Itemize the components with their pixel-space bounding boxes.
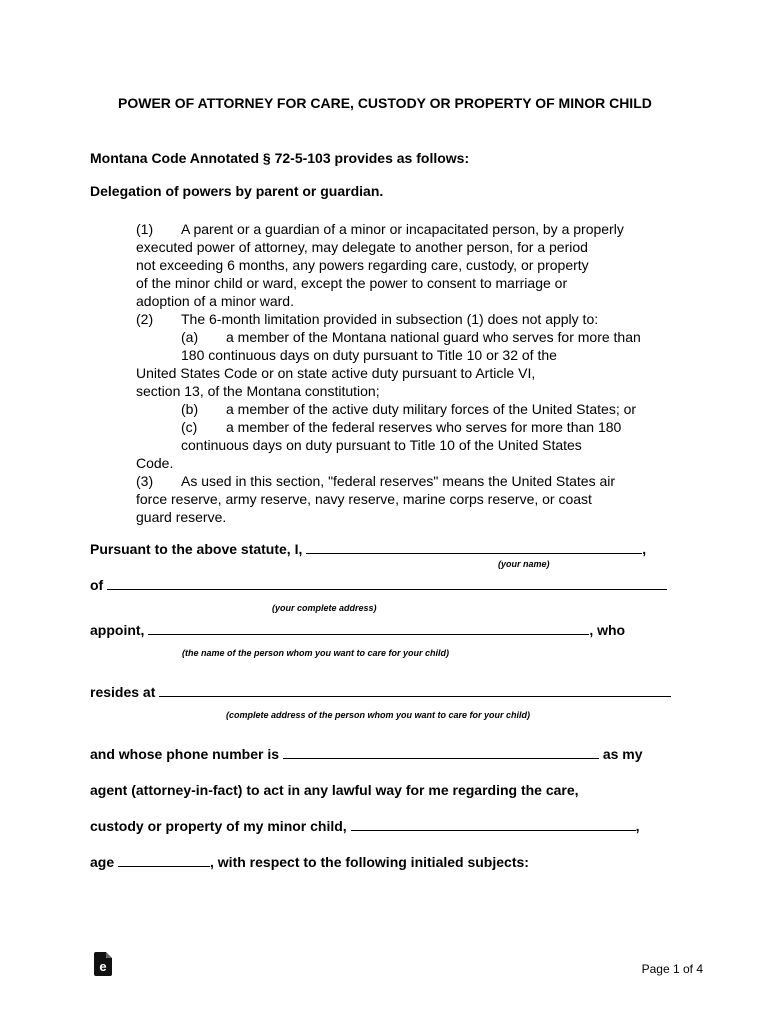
statute-line: [136, 220, 641, 238]
resides-hint: (complete address of the person whom you want to care for your child): [226, 710, 531, 720]
statute-line-text: continuous days on duty pursuant to Title 10 of the United States: [181, 437, 582, 453]
statute-line-label: (a): [181, 329, 199, 345]
statute-line: [136, 400, 641, 418]
phone-line: [90, 746, 643, 762]
agent-line: agent (attorney-in-fact) to act in any lawful way for me regarding the care,: [90, 782, 579, 798]
statute-line: [136, 418, 641, 436]
statute-line: [136, 454, 641, 472]
statute-text: [136, 220, 641, 526]
statute-line-text: section 13, of the Montana constitution;: [136, 383, 380, 399]
statute-line-text: a member of the active duty military forces of the United States; or: [226, 401, 637, 417]
appoint-hint: (the name of the person whom you want to care for your child): [182, 648, 450, 658]
statute-heading: Montana Code Annotated § 72-5-103 provides as follows:: [90, 150, 470, 166]
your-name-field[interactable]: [306, 541, 642, 554]
page-number: Page 1 of 4: [641, 962, 703, 976]
statute-line: [136, 490, 641, 508]
statute-line: [136, 274, 641, 292]
eforms-logo-icon: [94, 952, 112, 976]
pursuant-label: Pursuant to the above statute, I,: [90, 541, 303, 557]
custody-label: custody or property of my minor child,: [90, 818, 347, 834]
appoint-label: appoint,: [90, 622, 145, 638]
statute-line-text: As used in this section, "federal reserves" means the United States air: [181, 473, 616, 489]
statute-line: [136, 310, 641, 328]
statute-line: [136, 256, 641, 274]
statute-line-label: (3): [136, 473, 154, 489]
appoint-line: [90, 622, 625, 638]
statute-line: [136, 508, 641, 526]
statute-line-text: force reserve, army reserve, navy reserve, marine corps reserve, or coast: [136, 491, 592, 507]
agent-phone-field[interactable]: [283, 746, 599, 759]
your-name-hint: (your name): [498, 559, 550, 569]
agent-name-field[interactable]: [148, 622, 589, 635]
of-label: of: [90, 577, 104, 593]
statute-line-label: (b): [181, 401, 199, 417]
statute-line-text: United States Code or on state active duty pursuant to Article VI,: [136, 365, 536, 381]
statute-line: [136, 292, 641, 310]
statute-line: [136, 472, 641, 490]
statute-line: [136, 382, 641, 400]
as-my-label: as my: [602, 746, 643, 762]
address-hint: (your complete address): [272, 603, 377, 613]
age-suffix: , with respect to the following initialed subjects:: [210, 854, 529, 870]
your-address-field[interactable]: [107, 577, 667, 590]
age-line: [90, 854, 529, 870]
statute-line-text: Code.: [136, 455, 174, 471]
who-label: , who: [589, 622, 626, 638]
statute-line-text: executed power of attorney, may delegate to another person, for a period: [136, 239, 588, 255]
statute-line-text: A parent or a guardian of a minor or incapacitated person, by a properly: [181, 221, 624, 237]
custody-line: custody or property of my minor child, ,: [90, 818, 640, 834]
statute-line-text: 180 continuous days on duty pursuant to Title 10 or 32 of the: [181, 347, 557, 363]
phone-label: and whose phone number is: [90, 746, 280, 762]
age-label: age: [90, 854, 115, 870]
statute-line-text: guard reserve.: [136, 509, 227, 525]
document-title: POWER OF ATTORNEY FOR CARE, CUSTODY OR PROPERTY OF MINOR CHILD: [118, 95, 652, 111]
child-name-field[interactable]: [351, 818, 636, 831]
statute-line-text: The 6-month limitation provided in subsection (1) does not apply to:: [181, 311, 599, 327]
agent-address-field[interactable]: [159, 684, 671, 697]
pursuant-line: Pursuant to the above statute, I, ,: [90, 541, 647, 557]
child-age-field[interactable]: [118, 854, 210, 867]
resides-line: [90, 684, 671, 700]
statute-line-text: a member of the Montana national guard who serves for more than: [226, 329, 641, 345]
statute-line: [136, 238, 641, 256]
statute-line: [136, 436, 641, 454]
statute-line-text: a member of the federal reserves who serves for more than 180: [226, 419, 622, 435]
svg-text:e: e: [99, 959, 107, 974]
of-line: [90, 577, 667, 593]
statute-line-text: not exceeding 6 months, any powers regarding care, custody, or property: [136, 257, 589, 273]
statute-line-text: of the minor child or ward, except the power to consent to marriage or: [136, 275, 568, 291]
statute-line: [136, 364, 641, 382]
statute-line: [136, 346, 641, 364]
resides-label: resides at: [90, 684, 156, 700]
statute-line: [136, 328, 641, 346]
statute-line-text: adoption of a minor ward.: [136, 293, 294, 309]
statute-line-label: (1): [136, 221, 154, 237]
statute-line-label: (2): [136, 311, 154, 327]
section-heading: Delegation of powers by parent or guardian.: [90, 183, 384, 199]
statute-line-label: (c): [181, 419, 198, 435]
